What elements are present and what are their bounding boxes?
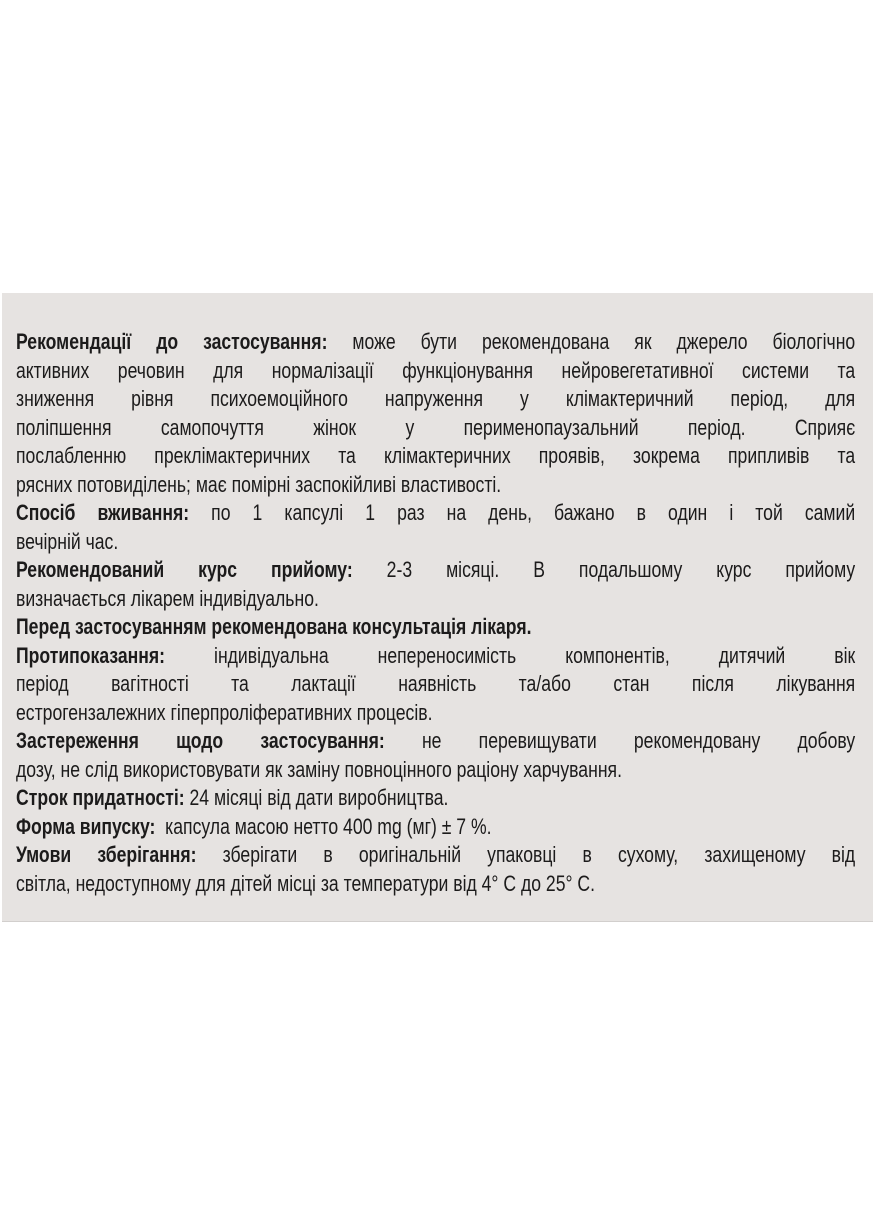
section-text: по 1 капсулі 1 раз на день, бажано в один і той самий	[189, 500, 856, 525]
section-heading: Протипоказання:	[16, 642, 166, 668]
section-contraindications	[16, 642, 855, 671]
section-text: зберігати в оригінальній упаковці в сухому, захищеному від	[196, 842, 856, 867]
section-release-form	[16, 813, 855, 842]
section-heading: Строк придатності:	[16, 785, 185, 810]
section-text: не перевищувати рекомендовану добову	[384, 728, 856, 753]
section-warnings	[16, 727, 855, 756]
text-line: дозу, не слід використовувати як заміну повноцінного раціону харчування.	[16, 756, 622, 782]
text-line: зниження рівня психоемоційного напруження у клімактеричний період, для	[16, 386, 856, 411]
section-consultation-note	[16, 613, 855, 642]
text-line: визначається лікарем індивідуально.	[16, 585, 319, 611]
section-heading: Застереження щодо застосування:	[16, 728, 385, 753]
section-recommendations	[16, 328, 855, 357]
section-heading: Рекомендації до застосування:	[16, 329, 328, 354]
text-line: активних речовин для нормалізації функціонування нейровегетативної системи та	[16, 357, 856, 383]
text-line: період вагітності та лактації наявність та/або стан після лікування	[16, 671, 856, 696]
text-line: світла, недоступному для дітей місці за температури від 4° С до 25° С.	[16, 870, 596, 896]
text-line: поліпшення самопочуття жінок у перименопаузальний період. Сприяє	[16, 414, 856, 440]
section-text: індивідуальна непереносимість компонентів, дитячий вік	[165, 642, 856, 668]
section-heading: Рекомендований курс прийому:	[16, 557, 353, 582]
text-line: рясних потовиділень; має помірні заспокійливі властивості.	[16, 471, 502, 497]
text-line: вечірній час.	[16, 528, 119, 554]
section-shelf-life	[16, 784, 855, 813]
section-recommended-course	[16, 556, 855, 585]
section-heading: Спосіб вживання:	[16, 500, 190, 525]
section-text: капсула масою нетто 400 mg (мг) ± 7 %.	[155, 813, 492, 839]
section-text: 2-3 місяці. В подальшому курс прийому	[352, 557, 856, 582]
section-method-of-use	[16, 499, 855, 528]
section-storage-conditions	[16, 841, 855, 870]
text-line: послабленню преклімактеричних та клімактеричних проявів, зокрема припливів та	[16, 443, 856, 468]
section-text: може бути рекомендована як джерело біологічно	[327, 329, 856, 354]
product-instructions	[16, 328, 855, 898]
text-line: естрогензалежних гіперпроліферативних процесів.	[16, 699, 433, 725]
section-heading: Форма випуску:	[16, 813, 156, 839]
section-text: 24 місяці від дати виробництва.	[184, 785, 449, 810]
section-heading: Перед застосуванням рекомендована консультація лікаря.	[16, 614, 532, 639]
section-heading: Умови зберігання:	[16, 842, 197, 867]
